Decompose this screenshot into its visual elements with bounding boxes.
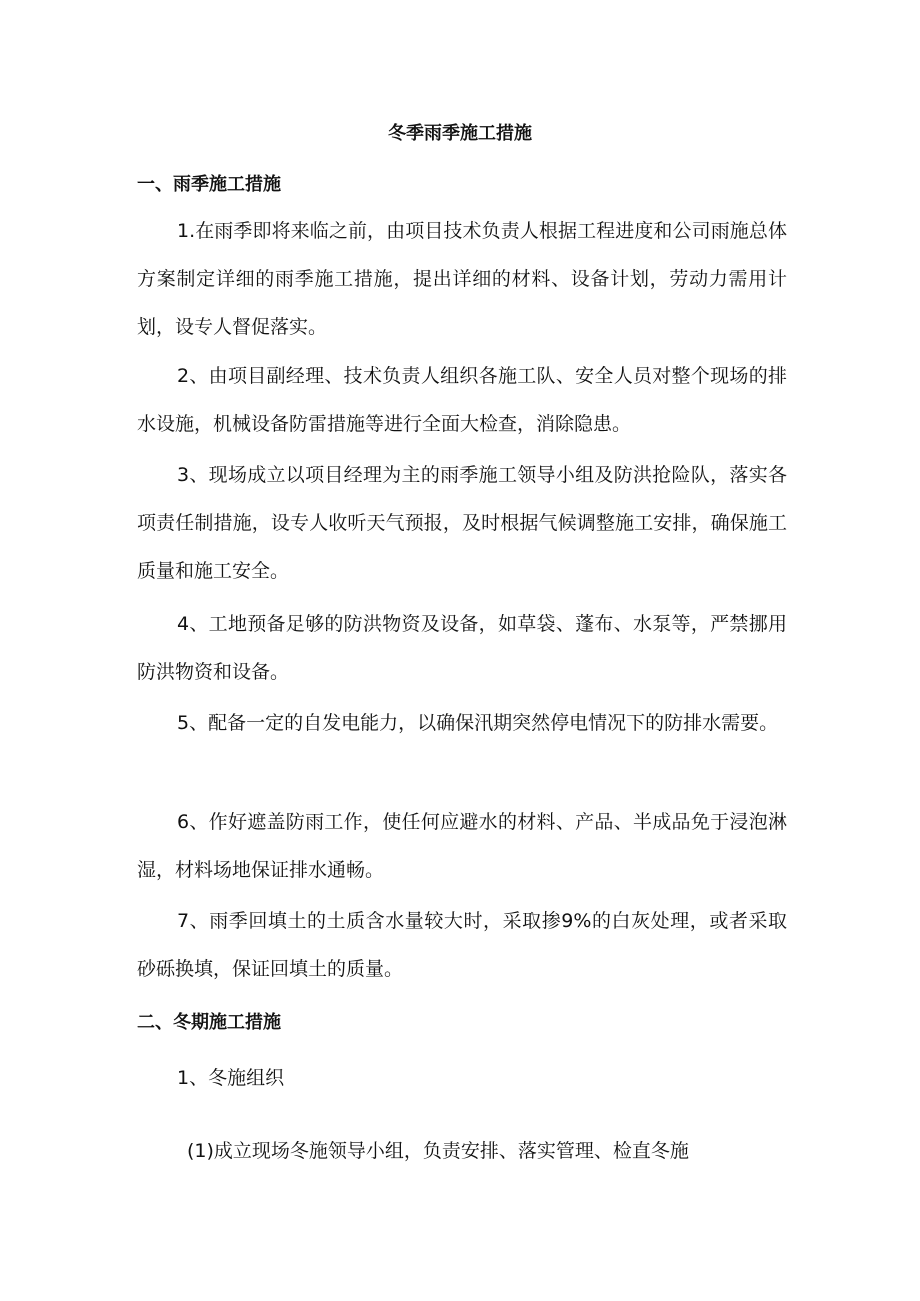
winter-item-1: (1)成立现场冬施领导小组，负责安排、落实管理、检直冬施 [187, 1140, 689, 1162]
document-title: 冬季雨季施工措施 [388, 123, 532, 144]
section-heading-winter: 二、冬期施工措施 [137, 1012, 281, 1033]
paragraph-rainy-5: 5、配备一定的自发电能力，以确保汛期突然停电情况下的防排水需要。 [177, 712, 779, 734]
winter-subheading-organization: 1、冬施组织 [177, 1067, 285, 1089]
paragraph-rainy-2: 2、由项目副经理、技术负责人组织各施工队、安全人员对整个现场的排水设施，机械设备防雷措施等进行全面大检查，消除隐患。 [137, 365, 787, 435]
paragraph-rainy-3: 3、现场成立以项目经理为主的雨季施工领导小组及防洪抢险队，落实各项责任制措施，设专人收听天气预报，及时根据气候调整施工安排，确保施工质量和施工安全。 [137, 464, 787, 582]
section-heading-rainy-season: 一、雨季施工措施 [137, 174, 281, 195]
paragraph-rainy-7: 7、雨季回填土的土质含水量较大时，采取掺9%的白灰处理，或者采取砂砾换填，保证回填土的质量。 [137, 910, 787, 980]
paragraph-rainy-1: 1.在雨季即将来临之前，由项目技术负责人根据工程进度和公司雨施总体方案制定详细的雨季施工措施，提出详细的材料、设备计划，劳动力需用计划，设专人督促落实。 [137, 220, 787, 338]
paragraph-rainy-6: 6、作好遮盖防雨工作，使任何应避水的材料、产品、半成品免于浸泡淋湿，材料场地保证排水通畅。 [137, 811, 787, 881]
paragraph-rainy-4: 4、工地预备足够的防洪物资及设备，如草袋、蓬布、水泵等，严禁挪用防洪物资和设备。 [137, 613, 787, 683]
